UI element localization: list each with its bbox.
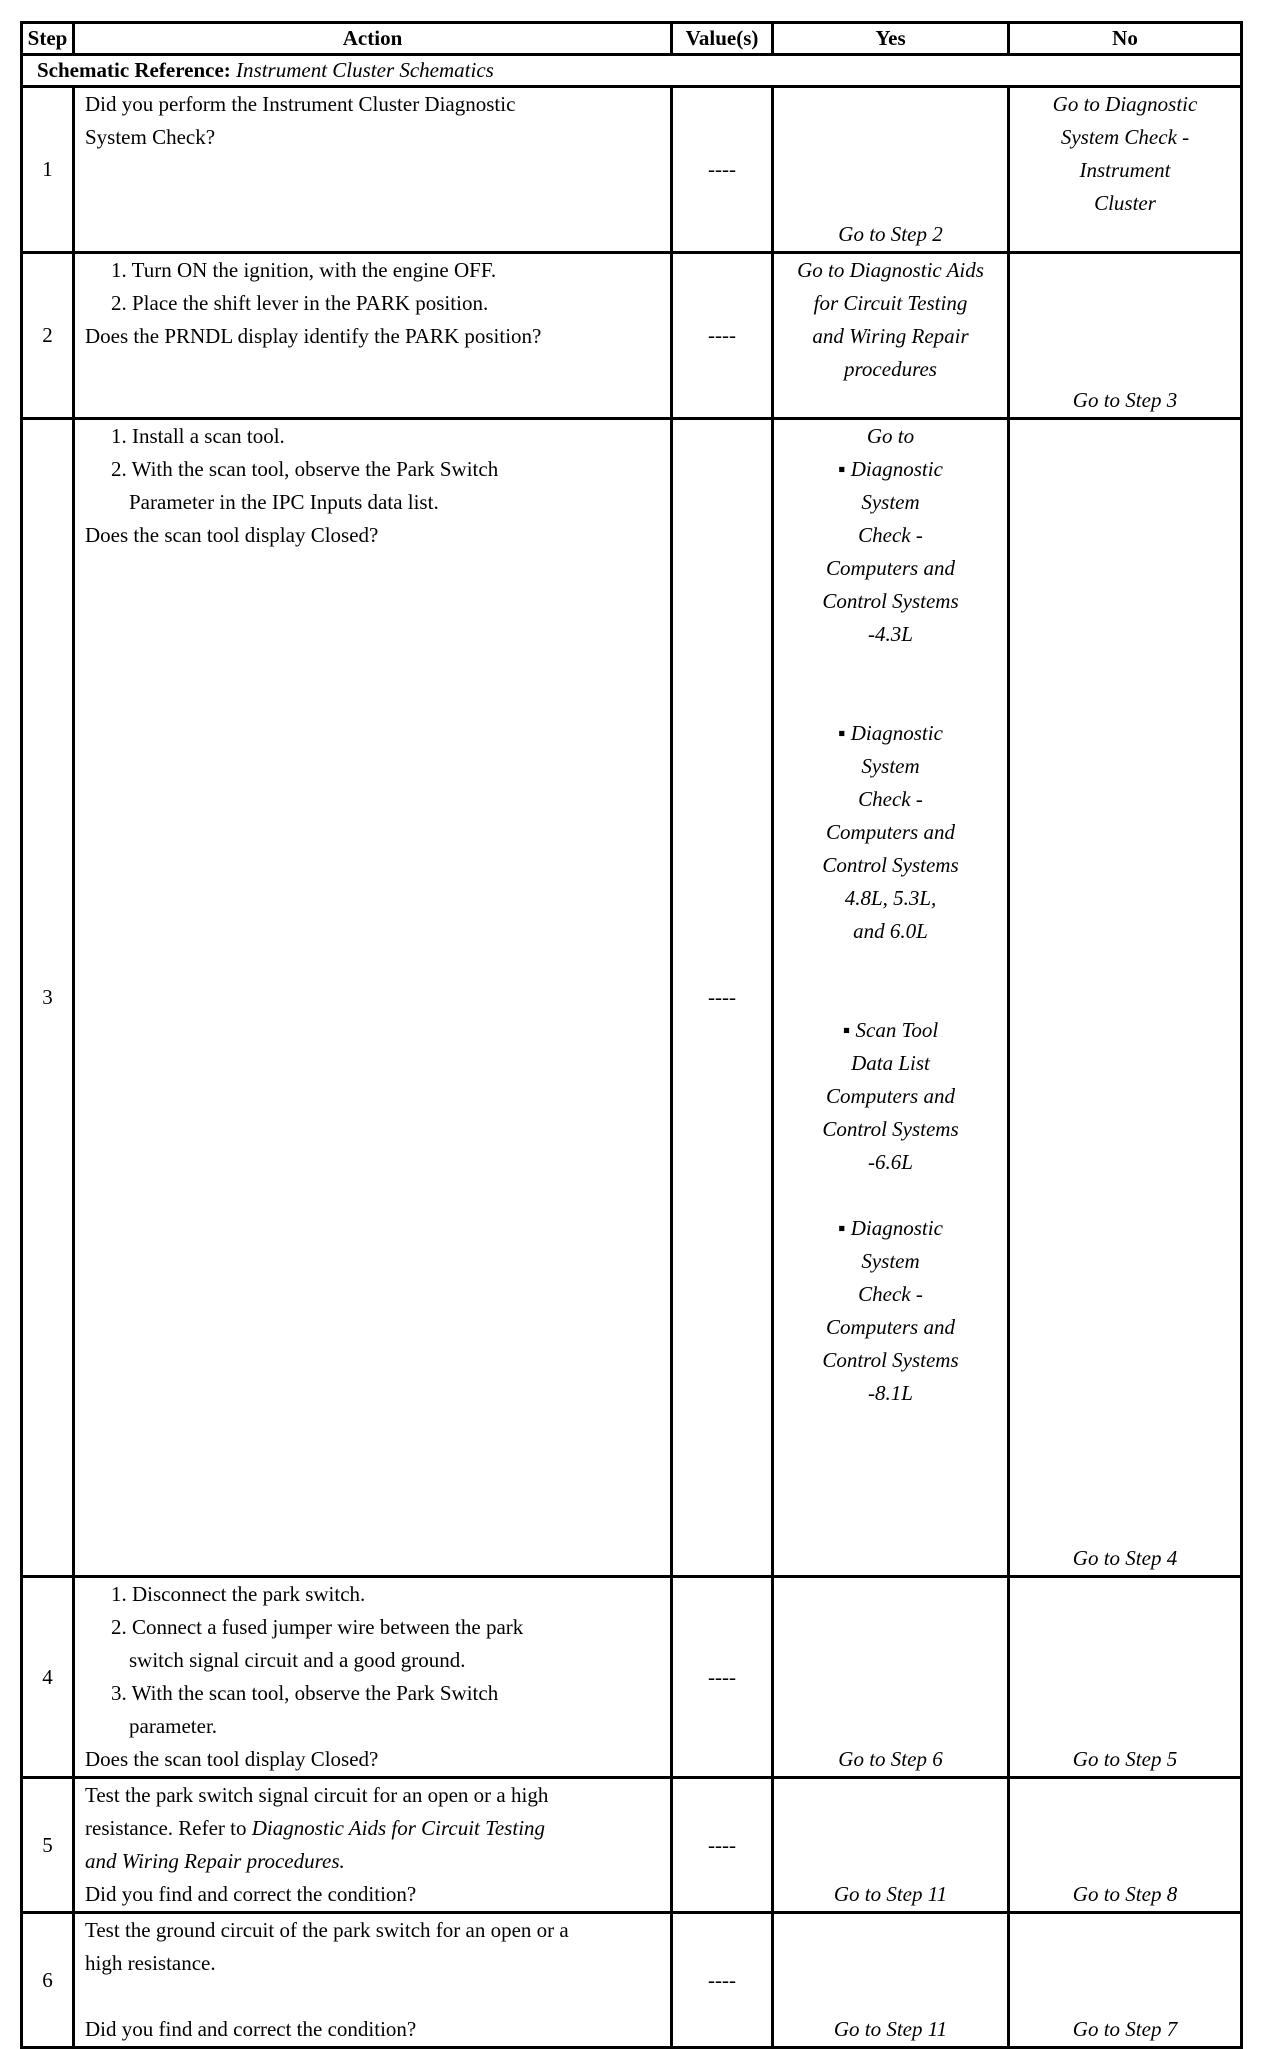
yes-link-block[interactable] (778, 1014, 1003, 1179)
yes-link-line[interactable]: procedures (844, 357, 937, 381)
step-number: 1 (22, 87, 74, 253)
yes-link-line[interactable]: System (861, 1249, 920, 1273)
yes-link-line[interactable]: Computers and (826, 1315, 955, 1339)
no-link-line[interactable]: Instrument (1079, 158, 1171, 182)
action-reference-link[interactable]: and Wiring Repair procedures. (85, 1849, 345, 1873)
value-cell: ---- (672, 87, 773, 253)
yes-link-line[interactable]: Go to Diagnostic Aids (797, 258, 984, 282)
yes-link-line[interactable]: 4.8L, 5.3L, (844, 886, 937, 910)
yes-link-line[interactable]: Control Systems (822, 1348, 959, 1372)
step-number: 6 (22, 1913, 74, 2048)
no-link-line[interactable]: Cluster (1094, 191, 1156, 215)
header-action: Action (74, 23, 672, 55)
action-cell (74, 1577, 672, 1778)
no-cell (1009, 87, 1242, 253)
table-row (22, 87, 1242, 253)
step-number: 4 (22, 1577, 74, 1778)
step-number: 2 (22, 253, 74, 419)
value-cell: ---- (672, 1577, 773, 1778)
action-item: 2. Connect a fused jumper wire between the park (111, 1615, 524, 1639)
no-cell (1009, 419, 1242, 1577)
yes-link-line[interactable]: ▪ Diagnostic (838, 1216, 943, 1240)
yes-cell (773, 1778, 1009, 1913)
action-item: 3. With the scan tool, observe the Park Switch (111, 1681, 499, 1705)
yes-link-line[interactable]: Control Systems (822, 589, 959, 613)
yes-link-line[interactable]: Data List (851, 1051, 930, 1075)
header-yes: Yes (773, 23, 1009, 55)
table-row (22, 419, 1242, 1577)
yes-link-line[interactable]: Check - (858, 787, 923, 811)
action-item: 1. Disconnect the park switch. (111, 1582, 366, 1606)
yes-link[interactable]: Go to Step 2 (838, 222, 943, 246)
action-item: 1. Turn ON the ignition, with the engine OFF. (111, 258, 497, 282)
yes-cell (773, 1913, 1009, 2048)
value-cell: ---- (672, 1778, 773, 1913)
no-cell (1009, 1778, 1242, 1913)
yes-link-block[interactable] (778, 1212, 1003, 1410)
yes-link-block[interactable] (778, 717, 1003, 948)
action-cell (74, 419, 672, 1577)
action-question: Did you find and correct the condition? (85, 2017, 417, 2041)
yes-link-line[interactable]: Check - (858, 1282, 923, 1306)
action-question: Does the scan tool display Closed? (85, 523, 379, 547)
yes-link-line[interactable]: Computers and (826, 556, 955, 580)
yes-link-line[interactable]: -8.1L (868, 1381, 913, 1405)
action-item: 2. Place the shift lever in the PARK position. (111, 291, 489, 315)
action-line: Did you perform the Instrument Cluster Diagnostic (85, 92, 516, 116)
no-link[interactable]: Go to Step 7 (1072, 2017, 1178, 2041)
yes-link-line[interactable]: Check - (858, 523, 923, 547)
yes-link[interactable]: Go to Step 11 (833, 1882, 948, 1906)
step-number: 5 (22, 1778, 74, 1913)
action-cell (74, 253, 672, 419)
action-question: Does the scan tool display Closed? (85, 1747, 379, 1771)
action-item: 2. With the scan tool, observe the Park Switch (111, 457, 499, 481)
table-row (22, 1913, 1242, 2048)
no-cell (1009, 1913, 1242, 2048)
yes-intro: Go to (866, 424, 915, 448)
yes-link-line[interactable]: Computers and (826, 1084, 955, 1108)
yes-link-line[interactable]: ▪ Diagnostic (838, 721, 943, 745)
yes-link-line[interactable]: System (861, 490, 920, 514)
yes-link[interactable]: Go to Step 11 (833, 2017, 948, 2041)
diagnostic-table (20, 21, 1243, 2049)
yes-link-line[interactable]: and 6.0L (853, 919, 928, 943)
yes-link-line[interactable]: System (861, 754, 920, 778)
no-link[interactable]: Go to Step 3 (1072, 388, 1178, 412)
yes-link-line[interactable]: ▪ Diagnostic (838, 457, 943, 481)
no-link[interactable]: Go to Step 5 (1072, 1747, 1178, 1771)
action-line: Test the park switch signal circuit for an open or a high (85, 1783, 549, 1807)
yes-link-line[interactable]: Control Systems (822, 1117, 959, 1141)
action-cell (74, 87, 672, 253)
action-item-continuation: Parameter in the IPC Inputs data list. (129, 490, 439, 514)
action-question: Did you find and correct the condition? (85, 1882, 417, 1906)
yes-link-block[interactable] (778, 453, 1003, 651)
action-line: System Check? (85, 125, 216, 149)
no-link[interactable]: Go to Step 8 (1072, 1882, 1178, 1906)
no-cell (1009, 253, 1242, 419)
yes-link-line[interactable]: Control Systems (822, 853, 959, 877)
header-row (22, 23, 1242, 55)
yes-link-line[interactable]: -4.3L (868, 622, 913, 646)
table-row (22, 253, 1242, 419)
action-question: Does the PRNDL display identify the PARK position? (85, 324, 542, 348)
header-values: Value(s) (672, 23, 773, 55)
action-item-continuation: parameter. (129, 1714, 218, 1738)
yes-link-line[interactable]: ▪ Scan Tool (842, 1018, 939, 1042)
action-item: 1. Install a scan tool. (111, 424, 285, 448)
table-row (22, 1778, 1242, 1913)
step-number: 3 (22, 419, 74, 1577)
header-no: No (1009, 23, 1242, 55)
no-cell (1009, 1577, 1242, 1778)
no-link-line[interactable]: System Check - (1060, 125, 1190, 149)
table-row (22, 1577, 1242, 1778)
header-step: Step (22, 23, 74, 55)
action-line: high resistance. (85, 1951, 216, 1975)
yes-link-line[interactable]: for Circuit Testing (813, 291, 968, 315)
action-reference-link[interactable]: Diagnostic Aids for Circuit Testing (251, 1816, 546, 1840)
yes-link-line[interactable]: Computers and (826, 820, 955, 844)
action-cell (74, 1778, 672, 1913)
value-cell: ---- (672, 419, 773, 1577)
schematic-reference-link[interactable]: Instrument Cluster Schematics (236, 58, 494, 82)
action-cell (74, 1913, 672, 2048)
schematic-reference-row (22, 55, 1242, 87)
action-line: resistance. Refer to (85, 1816, 247, 1840)
action-line: Test the ground circuit of the park switch for an open or a (85, 1918, 569, 1942)
yes-link-line[interactable]: -6.6L (868, 1150, 913, 1174)
action-item-continuation: switch signal circuit and a good ground. (129, 1648, 466, 1672)
value-cell: ---- (672, 253, 773, 419)
yes-link[interactable]: Go to Step 6 (838, 1747, 943, 1771)
yes-link-line[interactable]: and Wiring Repair (812, 324, 969, 348)
yes-cell (773, 419, 1009, 1577)
value-cell: ---- (672, 1913, 773, 2048)
yes-cell (773, 87, 1009, 253)
no-link[interactable]: Go to Step 4 (1072, 1546, 1178, 1570)
schematic-reference-label: Schematic Reference: (37, 58, 231, 82)
yes-cell (773, 1577, 1009, 1778)
yes-cell (773, 253, 1009, 419)
no-link-line[interactable]: Go to Diagnostic (1052, 92, 1198, 116)
